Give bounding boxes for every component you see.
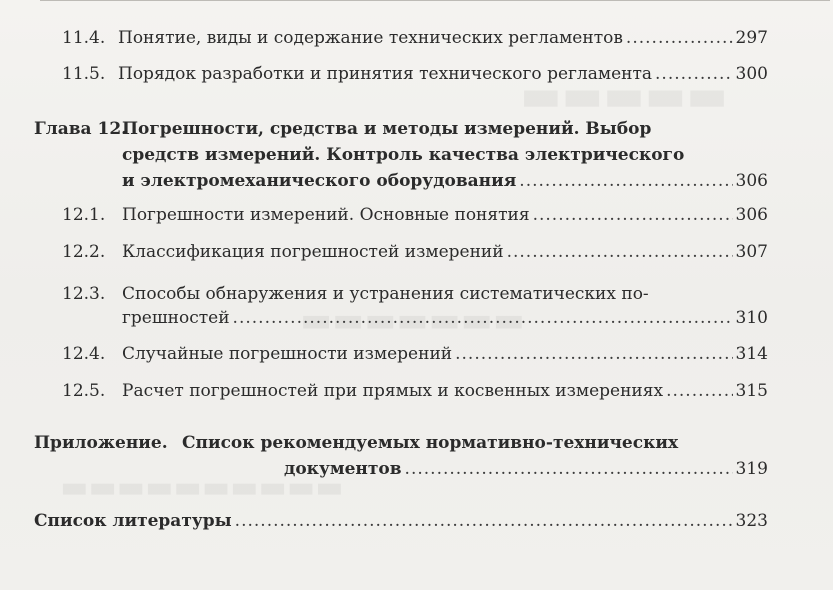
dot-leader — [233, 306, 733, 330]
toc-appendix-title-line: документов — [284, 459, 402, 479]
toc-chapter-title-line: и электромеханического оборудования — [122, 171, 517, 191]
toc-entry-title: Понятие, виды и содержание технических регламентов — [118, 28, 623, 48]
dot-leader — [235, 509, 733, 533]
toc-page-number: 319 — [735, 459, 768, 479]
toc-appendix-label: Приложение. — [34, 433, 168, 453]
toc-entry-number: 12.5. — [62, 381, 106, 401]
toc-chapter-title-line: Погрешности, средства и методы измерений. Выбор — [122, 119, 652, 139]
toc-chapter-number: Глава 12. — [34, 119, 128, 139]
toc-chapter-title-line: средств измерений. Контроль качества электрического — [122, 145, 685, 165]
toc-entry-number: 12.2. — [62, 242, 106, 262]
toc-entry-number: 12.4. — [62, 344, 106, 364]
toc-entry-title: Способы обнаружения и устранения систематических по- — [122, 284, 649, 304]
toc-page-number: 300 — [735, 64, 768, 84]
toc-entry-title: Классификация погрешностей измерений — [122, 242, 504, 262]
dot-leader — [666, 379, 732, 403]
dot-leader — [405, 456, 733, 482]
toc-page-number: 315 — [735, 381, 768, 401]
toc-page-number: 297 — [735, 28, 768, 48]
toc-entry-title: Погрешности измерений. Основные понятия — [122, 205, 530, 225]
toc-entry-title: Порядок разработки и принятия технического регламента — [118, 64, 653, 84]
toc-references-title: Список литературы — [34, 511, 232, 531]
toc-page-number: 306 — [735, 205, 768, 225]
dot-leader — [626, 26, 733, 50]
toc-entry-number: 12.1. — [62, 205, 106, 225]
top-rule — [40, 0, 830, 1]
toc-page-number: 323 — [735, 511, 768, 531]
dot-leader — [533, 203, 733, 227]
toc-page-number: 314 — [735, 344, 768, 364]
toc-entry-title: грешностей — [122, 308, 230, 328]
dot-leader — [519, 168, 732, 194]
toc-entry-title: Расчет погрешностей при прямых и косвенных измерениях — [122, 381, 664, 401]
dot-leader — [507, 240, 733, 264]
toc-page-number: 306 — [735, 171, 768, 191]
toc-entry-title: Случайные погрешности измерений — [122, 344, 453, 364]
toc-appendix-title-line: Список рекомендуемых нормативно-технических — [182, 433, 679, 453]
toc-entry-number: 11.4. — [62, 28, 106, 48]
toc-entry-number: 12.3. — [62, 284, 106, 304]
toc-page-number: 310 — [735, 308, 768, 328]
dot-leader — [455, 342, 732, 366]
dot-leader — [655, 62, 733, 86]
toc-page-number: 307 — [735, 242, 768, 262]
toc-entry-number: 11.5. — [62, 64, 106, 84]
